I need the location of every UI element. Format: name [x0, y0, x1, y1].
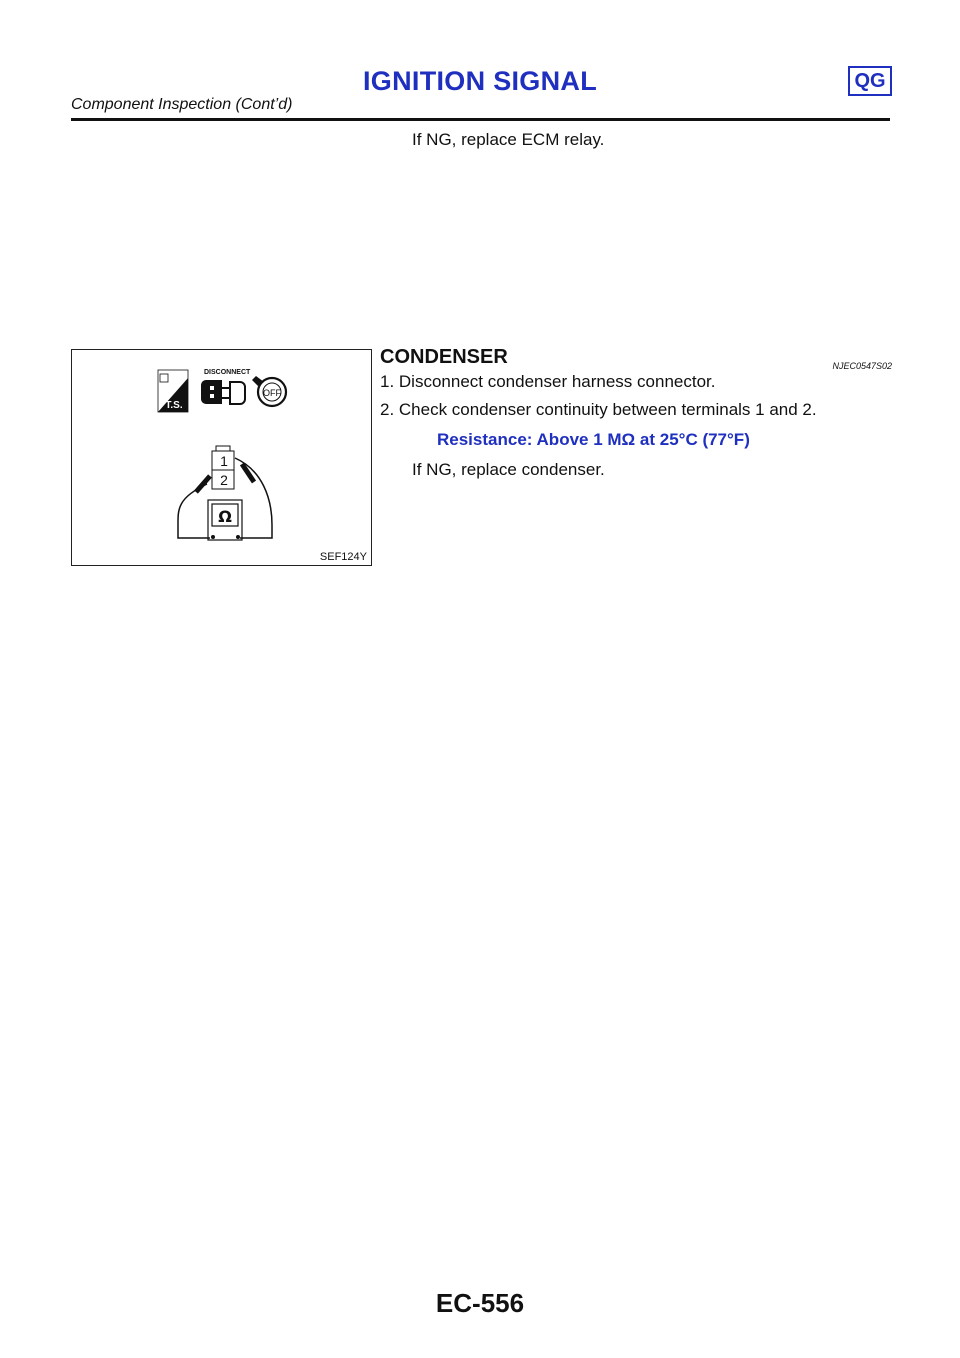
intro-line: If NG, replace ECM relay. — [412, 130, 605, 149]
ohmmeter-icon — [208, 500, 242, 540]
condenser-figure — [71, 349, 372, 566]
section-title: CONDENSER — [380, 346, 508, 368]
harness-connector — [212, 446, 234, 489]
ng-instruction: If NG, replace condenser. — [412, 460, 605, 479]
section-ref-code: NJEC0547S02 — [832, 361, 892, 371]
condenser-diagram — [72, 350, 373, 567]
terminal-2-label: 2 — [220, 472, 228, 488]
page-title: IGNITION SIGNAL — [363, 66, 597, 96]
off-label: OFF — [263, 388, 281, 398]
ohm-symbol: Ω — [218, 507, 232, 526]
page-subtitle: Component Inspection (Cont’d) — [71, 96, 293, 113]
ignition-off-icon — [252, 376, 286, 406]
disconnect-connector-icon — [201, 380, 245, 404]
ts-icon — [158, 370, 188, 412]
disconnect-label: DISCONNECT — [204, 369, 251, 376]
ts-label: T.S. — [165, 400, 183, 411]
step-1: 1. Disconnect condenser harness connector. — [380, 372, 716, 391]
page-number: EC-556 — [435, 1288, 525, 1318]
header-rule — [71, 118, 890, 121]
engine-badge: QG — [848, 66, 892, 96]
terminal-1-label: 1 — [220, 453, 228, 469]
step-2: 2. Check condenser continuity between terminals 1 and 2. — [380, 400, 817, 419]
resistance-spec: Resistance: Above 1 MΩ at 25°C (77°F) — [437, 430, 750, 449]
figure-label: SEF124Y — [319, 551, 367, 563]
